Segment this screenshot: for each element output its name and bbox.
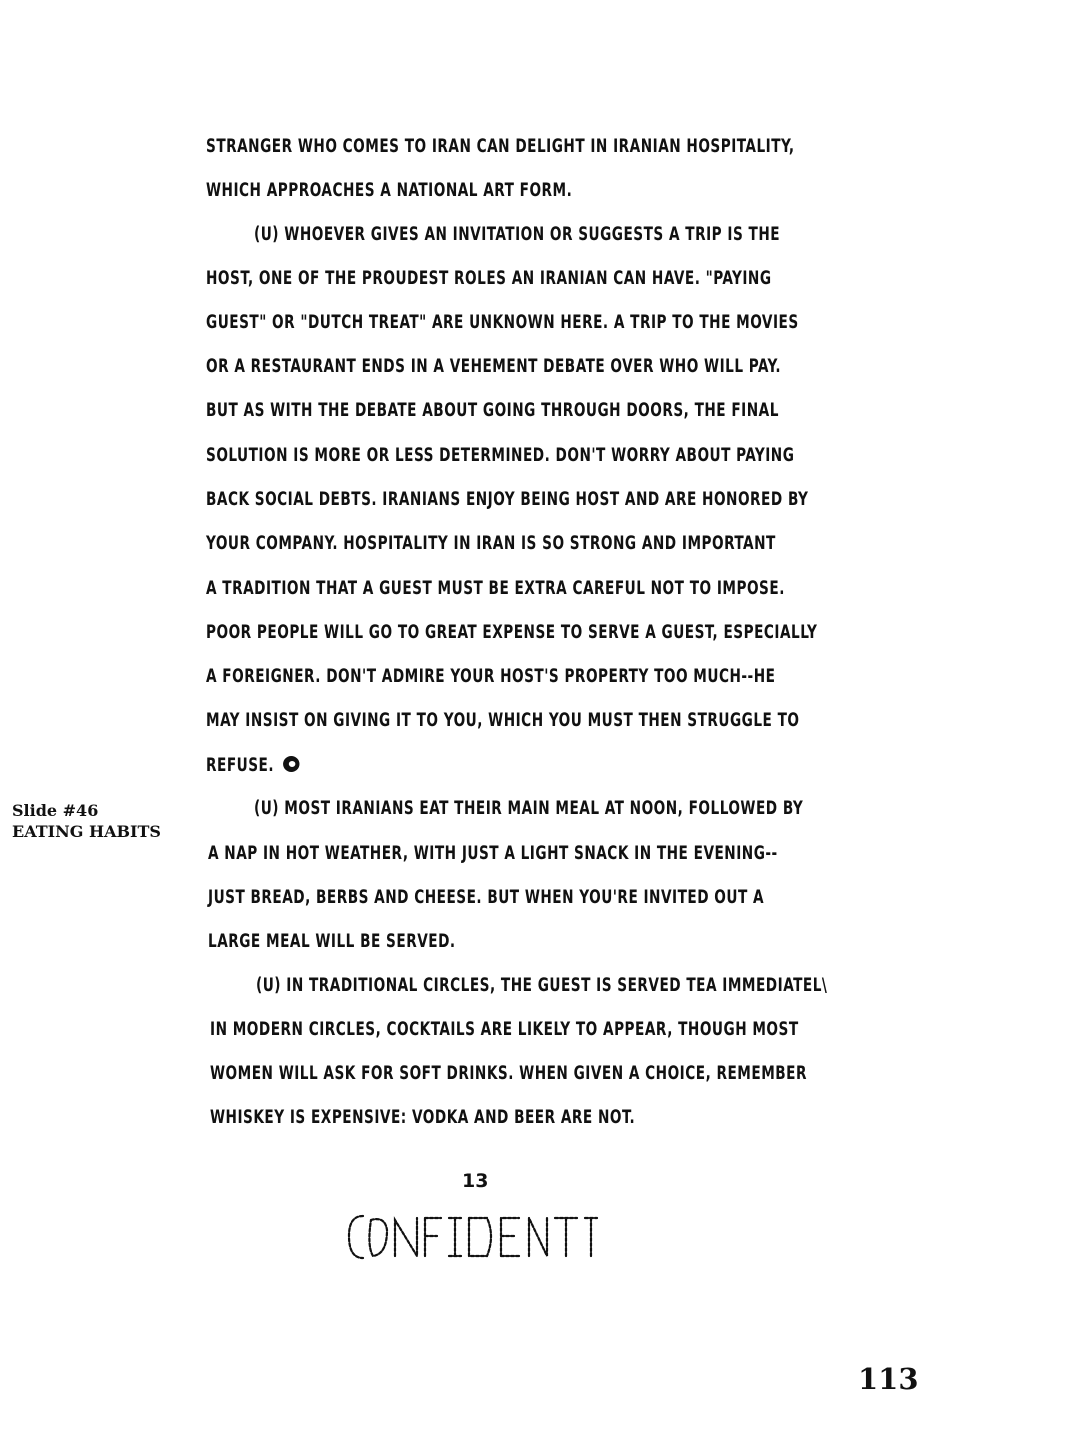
text-line-13: A FOREIGNER. DON'T ADMIRE YOUR HOST'S PROPERTY TOO MUCH--HE <box>206 666 776 687</box>
text-line-18: JUST BREAD, BERBS AND CHEESE. BUT WHEN YOU'RE INVITED OUT A <box>208 887 765 908</box>
text-line-21: IN MODERN CIRCLES, COCKTAILS ARE LIKELY TO APPEAR, THOUGH MOST <box>210 1019 799 1040</box>
text-line-17: A NAP IN HOT WEATHER, WITH JUST A LIGHT SNACK IN THE EVENING-- <box>208 843 778 864</box>
text-line-6: OR A RESTAURANT ENDS IN A VEHEMENT DEBATE OVER WHO WILL PAY. <box>206 356 782 377</box>
text-line-15 <box>206 755 301 776</box>
text-line-8: SOLUTION IS MORE OR LESS DETERMINED. DON'T WORRY ABOUT PAYING <box>206 445 795 466</box>
text-line-5: GUEST" OR "DUTCH TREAT" ARE UNKNOWN HERE. A TRIP TO THE MOVIES <box>206 312 799 333</box>
margin-note-topic: EATING HABITS <box>12 822 161 841</box>
text-line-22: WOMEN WILL ASK FOR SOFT DRINKS. WHEN GIVEN A CHOICE, REMEMBER <box>210 1063 807 1084</box>
margin-note <box>12 800 161 842</box>
text-line-4: HOST, ONE OF THE PROUDEST ROLES AN IRANIAN CAN HAVE. "PAYING <box>206 268 772 289</box>
text-line-9: BACK SOCIAL DEBTS. IRANIANS ENJOY BEING HOST AND ARE HONORED BY <box>206 489 809 510</box>
text-line-1: STRANGER WHO COMES TO IRAN CAN DELIGHT IN IRANIAN HOSPITALITY, <box>206 136 795 157</box>
text-line-3: (U) WHOEVER GIVES AN INVITATION OR SUGGESTS A TRIP IS THE <box>254 224 781 245</box>
text-line-14: MAY INSIST ON GIVING IT TO YOU, WHICH YOU MUST THEN STRUGGLE TO <box>206 710 800 731</box>
text-line-10: YOUR COMPANY. HOSPITALITY IN IRAN IS SO STRONG AND IMPORTANT <box>206 533 776 554</box>
classification-stamp <box>345 1206 603 1264</box>
margin-note-slide: Slide #46 <box>12 801 99 820</box>
text-line-15-text: REFUSE. <box>206 755 275 776</box>
text-line-11: A TRADITION THAT A GUEST MUST BE EXTRA CAREFUL NOT TO IMPOSE. <box>206 578 785 599</box>
stamped-page-number: 113 <box>858 1362 919 1396</box>
text-line-23: WHISKEY IS EXPENSIVE: VODKA AND BEER ARE NOT. <box>210 1107 636 1128</box>
text-line-20: (U) IN TRADITIONAL CIRCLES, THE GUEST IS SERVED TEA IMMEDIATEL\ <box>256 975 828 996</box>
typed-page-number: 13 <box>462 1170 489 1192</box>
text-line-19: LARGE MEAL WILL BE SERVED. <box>208 931 456 952</box>
text-line-12: POOR PEOPLE WILL GO TO GREAT EXPENSE TO SERVE A GUEST, ESPECIALLY <box>206 622 818 643</box>
ink-blot-mark <box>283 755 301 773</box>
text-line-2: WHICH APPROACHES A NATIONAL ART FORM. <box>206 180 573 201</box>
text-line-16: (U) MOST IRANIANS EAT THEIR MAIN MEAL AT NOON, FOLLOWED BY <box>254 798 804 819</box>
text-line-7: BUT AS WITH THE DEBATE ABOUT GOING THROUGH DOORS, THE FINAL <box>206 400 779 421</box>
